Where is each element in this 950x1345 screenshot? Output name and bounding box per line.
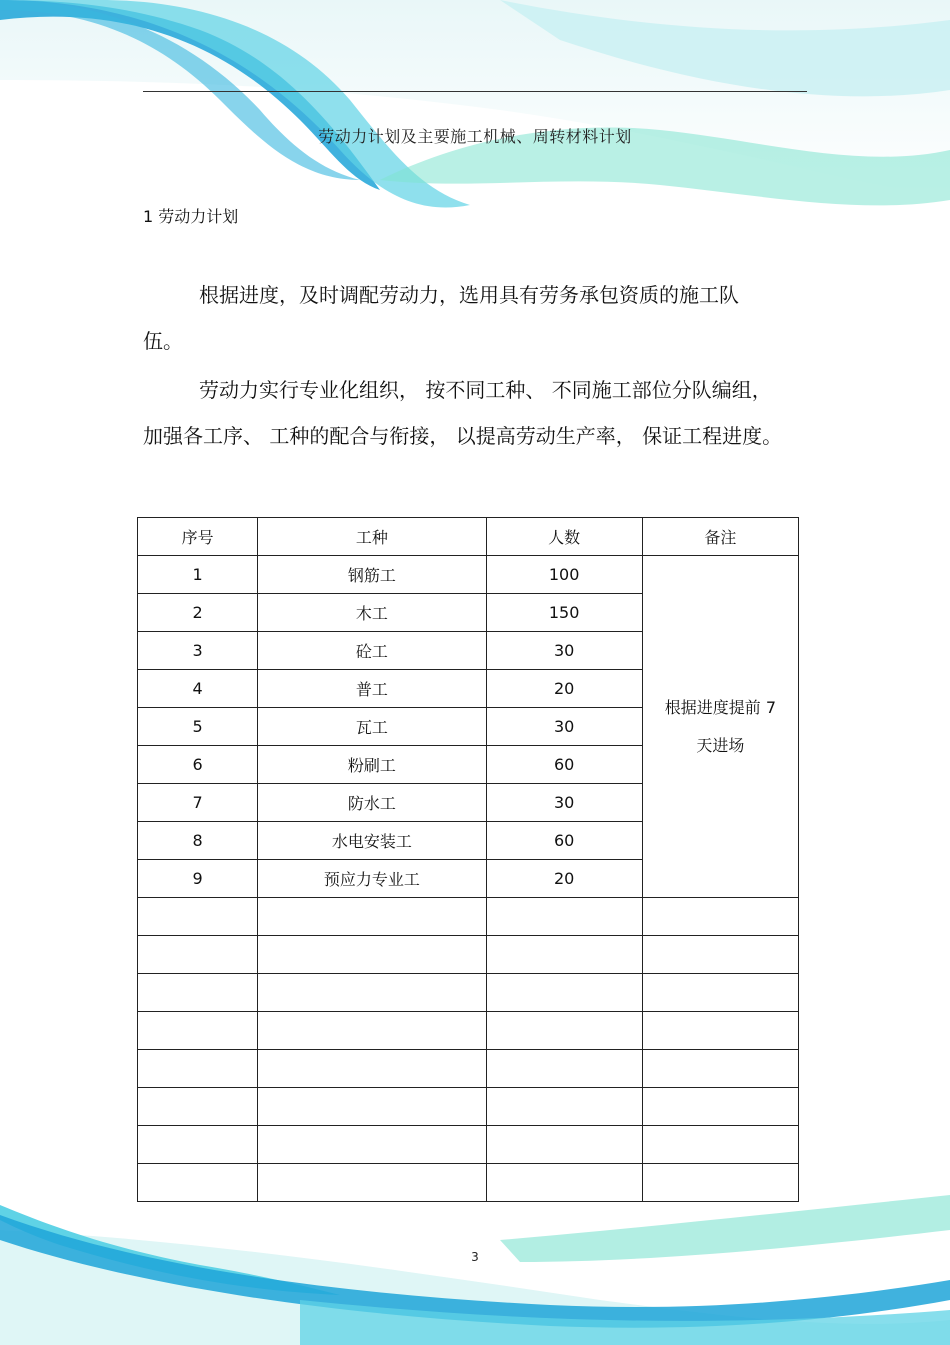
cell-seq: 1	[138, 556, 258, 594]
cell-seq: 7	[138, 784, 258, 822]
header-type: 工种	[258, 518, 486, 556]
empty-cell	[486, 1088, 642, 1126]
header-rule	[143, 91, 807, 92]
empty-cell	[138, 1126, 258, 1164]
empty-cell	[486, 1164, 642, 1202]
cell-count: 30	[486, 784, 642, 822]
paragraph-2	[143, 367, 803, 459]
page-header-title: 劳动力计划及主要施工机械、周转材料计划	[318, 127, 632, 146]
cell-seq: 9	[138, 860, 258, 898]
empty-table-row	[138, 1012, 799, 1050]
empty-table-row	[138, 898, 799, 936]
cell-count: 20	[486, 860, 642, 898]
empty-cell	[258, 974, 486, 1012]
empty-cell	[138, 1164, 258, 1202]
empty-cell	[642, 1050, 798, 1088]
empty-cell	[642, 898, 798, 936]
empty-cell	[642, 1164, 798, 1202]
section-heading: 1 劳动力计划	[143, 207, 239, 226]
empty-cell	[138, 898, 258, 936]
cell-count: 30	[486, 708, 642, 746]
note-line-2: 天进场	[696, 735, 745, 755]
cell-count: 60	[486, 822, 642, 860]
note-line-1: 根据进度提前 7	[664, 697, 777, 717]
cell-seq: 4	[138, 670, 258, 708]
labor-plan-table	[137, 517, 799, 1202]
cell-type: 木工	[258, 594, 486, 632]
cell-count: 30	[486, 632, 642, 670]
empty-cell	[258, 898, 486, 936]
cell-type: 防水工	[258, 784, 486, 822]
paragraph-2-line-2: 加强各工序、 工种的配合与衔接， 以提高劳动生产率， 保证工程进度。	[143, 424, 783, 448]
cell-seq: 2	[138, 594, 258, 632]
empty-cell	[486, 898, 642, 936]
cell-type: 水电安装工	[258, 822, 486, 860]
cell-type: 瓦工	[258, 708, 486, 746]
empty-cell	[486, 1050, 642, 1088]
cell-count: 20	[486, 670, 642, 708]
empty-cell	[258, 1050, 486, 1088]
empty-cell	[138, 974, 258, 1012]
empty-cell	[486, 1012, 642, 1050]
header-seq: 序号	[138, 518, 258, 556]
empty-cell	[486, 936, 642, 974]
empty-cell	[258, 1164, 486, 1202]
page-number: 3	[471, 1250, 479, 1264]
empty-table-row	[138, 936, 799, 974]
empty-cell	[642, 974, 798, 1012]
cell-seq: 5	[138, 708, 258, 746]
header-count: 人数	[486, 518, 642, 556]
cell-type: 预应力专业工	[258, 860, 486, 898]
cell-type: 粉刷工	[258, 746, 486, 784]
cell-count: 60	[486, 746, 642, 784]
cell-note-merged	[642, 556, 798, 898]
empty-table-row	[138, 1126, 799, 1164]
cell-type: 钢筋工	[258, 556, 486, 594]
empty-table-row	[138, 974, 799, 1012]
empty-cell	[486, 1126, 642, 1164]
empty-table-row	[138, 1088, 799, 1126]
empty-cell	[138, 1012, 258, 1050]
empty-cell	[642, 1012, 798, 1050]
empty-cell	[642, 1088, 798, 1126]
header-note: 备注	[642, 518, 798, 556]
empty-cell	[642, 1126, 798, 1164]
paragraph-2-line-1: 劳动力实行专业化组织， 按不同工种、 不同施工部位分队编组，	[199, 378, 772, 402]
paragraph-1-line-1: 根据进度，及时调配劳动力，选用具有劳务承包资质的施工队	[199, 283, 739, 307]
cell-seq: 6	[138, 746, 258, 784]
cell-count: 100	[486, 556, 642, 594]
paragraph-1	[143, 272, 803, 364]
empty-cell	[258, 1126, 486, 1164]
empty-cell	[258, 1088, 486, 1126]
empty-table-row	[138, 1050, 799, 1088]
empty-cell	[138, 1088, 258, 1126]
table-header-row	[138, 518, 799, 556]
empty-table-row	[138, 1164, 799, 1202]
cell-type: 普工	[258, 670, 486, 708]
empty-cell	[258, 936, 486, 974]
empty-cell	[486, 974, 642, 1012]
cell-type: 砼工	[258, 632, 486, 670]
paragraph-1-line-2: 伍。	[143, 329, 183, 353]
empty-cell	[138, 1050, 258, 1088]
cell-count: 150	[486, 594, 642, 632]
table-row	[138, 556, 799, 594]
empty-cell	[138, 936, 258, 974]
empty-cell	[258, 1012, 486, 1050]
cell-seq: 3	[138, 632, 258, 670]
empty-cell	[642, 936, 798, 974]
cell-seq: 8	[138, 822, 258, 860]
